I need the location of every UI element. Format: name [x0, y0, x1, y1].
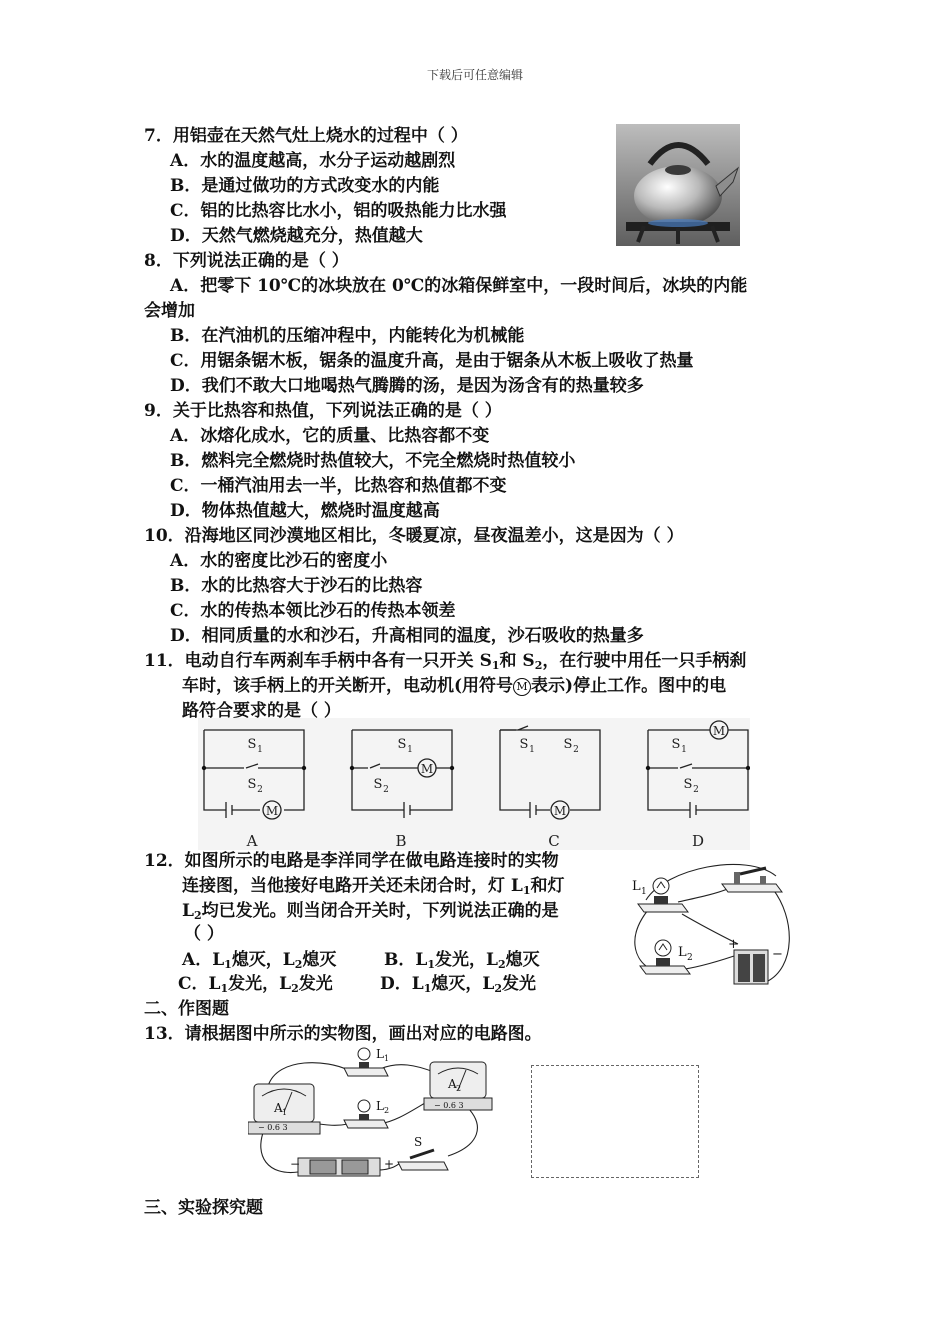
q10-option-d: D．相同质量的水和沙石，升高相同的温度，沙石吸收的热量多	[170, 626, 644, 646]
kettle-on-stove-image	[616, 124, 740, 246]
fig13-plus: +	[384, 1157, 395, 1171]
circuit-c-label: C	[548, 832, 560, 850]
switch-13	[398, 1150, 448, 1170]
circuit-a-motor: M	[265, 804, 279, 818]
battery-13	[298, 1158, 380, 1176]
svg-text:2: 2	[687, 953, 693, 963]
svg-text:1: 1	[384, 1054, 390, 1063]
q11-stem-line2: 车时，该手柄上的开关断开，电动机(用符号 M 表示)停止工作。图中的电	[182, 676, 727, 696]
fig13-minus: −	[290, 1157, 301, 1171]
svg-text:2: 2	[573, 745, 579, 755]
section-3-title: 三、实验探究题	[144, 1198, 263, 1218]
q8-option-a-line1: A．把零下 10℃的冰块放在 0℃的冰箱保鲜室中，一段时间后，冰块的内能	[170, 276, 748, 296]
circuit-a-s2: S	[247, 777, 257, 792]
q7-option-b: B．是通过做功的方式改变水的内能	[170, 176, 440, 196]
svg-text:2: 2	[257, 785, 263, 795]
fig12-l2-label: L	[678, 945, 687, 960]
q11-circuits-drawing	[198, 718, 750, 850]
circuit-b-label: B	[395, 832, 407, 850]
fig12-plus: +	[728, 937, 739, 952]
svg-text:1: 1	[529, 745, 535, 755]
drawing-answer-box[interactable]	[531, 1065, 699, 1178]
fig13-switch-label: S	[414, 1135, 423, 1149]
q12-stem-line4: （ ）	[184, 924, 224, 944]
circuit-a-label: A	[246, 832, 258, 850]
q9-option-a: A．冰熔化成水，它的质量、比热容都不变	[170, 426, 490, 446]
svg-text:2: 2	[384, 1106, 390, 1115]
q8-option-c: C．用锯条锯木板，锯条的温度升高，是由于锯条从木板上吸收了热量	[170, 351, 694, 371]
q7-option-c: C．铝的比热容比水小，铝的吸热能力比水强	[170, 201, 507, 221]
q10-stem: 10．沿海地区同沙漠地区相比，冬暖夏凉，昼夜温差小，这是因为（ ）	[144, 526, 684, 546]
q8-option-b: B．在汽油机的压缩冲程中，内能转化为机械能	[170, 326, 525, 346]
q12-option-d: D．$L_1$熄灭，$L_2$发光	[380, 974, 536, 995]
q10-option-b: B．水的比热容大于沙石的比热容	[170, 576, 423, 596]
fig13-a2-label: A	[448, 1077, 457, 1091]
switch-board	[722, 868, 782, 892]
circuit-d-label: D	[691, 832, 705, 850]
circuit-c-s2: S	[563, 737, 573, 752]
q9-stem: 9．关于比热容和热值，下列说法正确的是（ ）	[144, 401, 502, 421]
q12-stem-line1: 12．如图所示的电路是李洋同学在做电路连接时的实物	[144, 851, 559, 871]
q10-option-c: C．水的传热本领比沙石的传热本领差	[170, 601, 456, 621]
q8-option-a-line2: 会增加	[144, 301, 195, 321]
fig13-l2-label: L	[376, 1099, 384, 1113]
q9-option-b: B．燃料完全燃烧时热值较大，不完全燃烧时热值较小	[170, 451, 576, 471]
circuit-d-s2: S	[683, 777, 693, 792]
svg-text:1: 1	[257, 745, 263, 755]
q8-stem: 8．下列说法正确的是（ ）	[144, 251, 349, 271]
fig13-l1-label: L	[376, 1047, 384, 1061]
circuit-a-s1: S	[247, 737, 257, 752]
section-2-title: 二、作图题	[144, 999, 229, 1019]
q12-stem-line2: 连接图，当他接好电路开关还未闭合时，灯 $L_1$和灯	[182, 876, 565, 897]
q12-stem-line3: $L_2$均已发光。则当闭合开关时，下列说法正确的是	[182, 901, 559, 922]
q7-option-d: D．天然气燃烧越充分，热值越大	[170, 226, 423, 246]
q7-option-a: A．水的温度越高，水分子运动越剧烈	[170, 151, 456, 171]
svg-text:2: 2	[693, 785, 699, 795]
circuit-b-s1: S	[397, 737, 407, 752]
fig12-l1-label: L	[632, 879, 641, 894]
circuit-c-s1: S	[519, 737, 529, 752]
circuit-b-s2: S	[373, 777, 383, 792]
fig13-a2-scale: − 0.6 3	[434, 1101, 464, 1110]
q13-physical-circuit-figure	[248, 1046, 516, 1186]
svg-text:1: 1	[681, 745, 687, 755]
q12-option-a: A．$L_1$熄灭，$L_2$熄灭	[182, 950, 337, 971]
motor-symbol-icon: M	[513, 678, 531, 696]
battery-pack	[734, 950, 768, 984]
svg-text:1: 1	[407, 745, 413, 755]
q7-stem: 7．用铝壶在天然气灶上烧水的过程中（ ）	[144, 126, 468, 146]
circuit-c-diagram	[500, 730, 600, 819]
svg-text:2: 2	[456, 1084, 462, 1093]
circuit-d-motor: M	[712, 724, 726, 738]
q11-stem-line1: 11．电动自行车两刹车手柄中各有一只开关 $S_1$和 $S_2$，在行驶中用任一只手柄刹	[144, 651, 747, 672]
svg-text:1: 1	[282, 1108, 288, 1117]
q8-option-d: D．我们不敢大口地喝热气腾腾的汤，是因为汤含有的热量较多	[170, 376, 644, 396]
fig13-a1-label: A	[274, 1101, 283, 1115]
circuit-c-motor: M	[553, 804, 567, 818]
q13-stem: 13．请根据图中所示的实物图，画出对应的电路图。	[144, 1024, 542, 1044]
circuit-d-s1: S	[671, 737, 681, 752]
circuit-b-motor: M	[420, 762, 434, 776]
q12-option-b: B．$L_1$发光，$L_2$熄灭	[384, 950, 540, 971]
q10-option-a: A．水的密度比沙石的密度小	[170, 551, 388, 571]
q12-option-c: C．$L_1$发光，$L_2$发光	[178, 974, 333, 995]
q11-stem-line3: 路符合要求的是（ ）	[182, 701, 341, 721]
page-header-note: 下载后可任意编辑	[426, 68, 523, 82]
fig12-minus: −	[772, 947, 783, 962]
q12-physical-circuit-figure	[626, 858, 790, 996]
fig13-a1-scale: − 0.6 3	[258, 1123, 288, 1132]
q9-option-d: D．物体热值越大，燃烧时温度越高	[170, 501, 440, 521]
circuit-d-diagram	[648, 721, 748, 818]
q9-option-c: C．一桶汽油用去一半，比热容和热值都不变	[170, 476, 507, 496]
svg-text:1: 1	[641, 887, 647, 897]
svg-text:2: 2	[383, 785, 389, 795]
